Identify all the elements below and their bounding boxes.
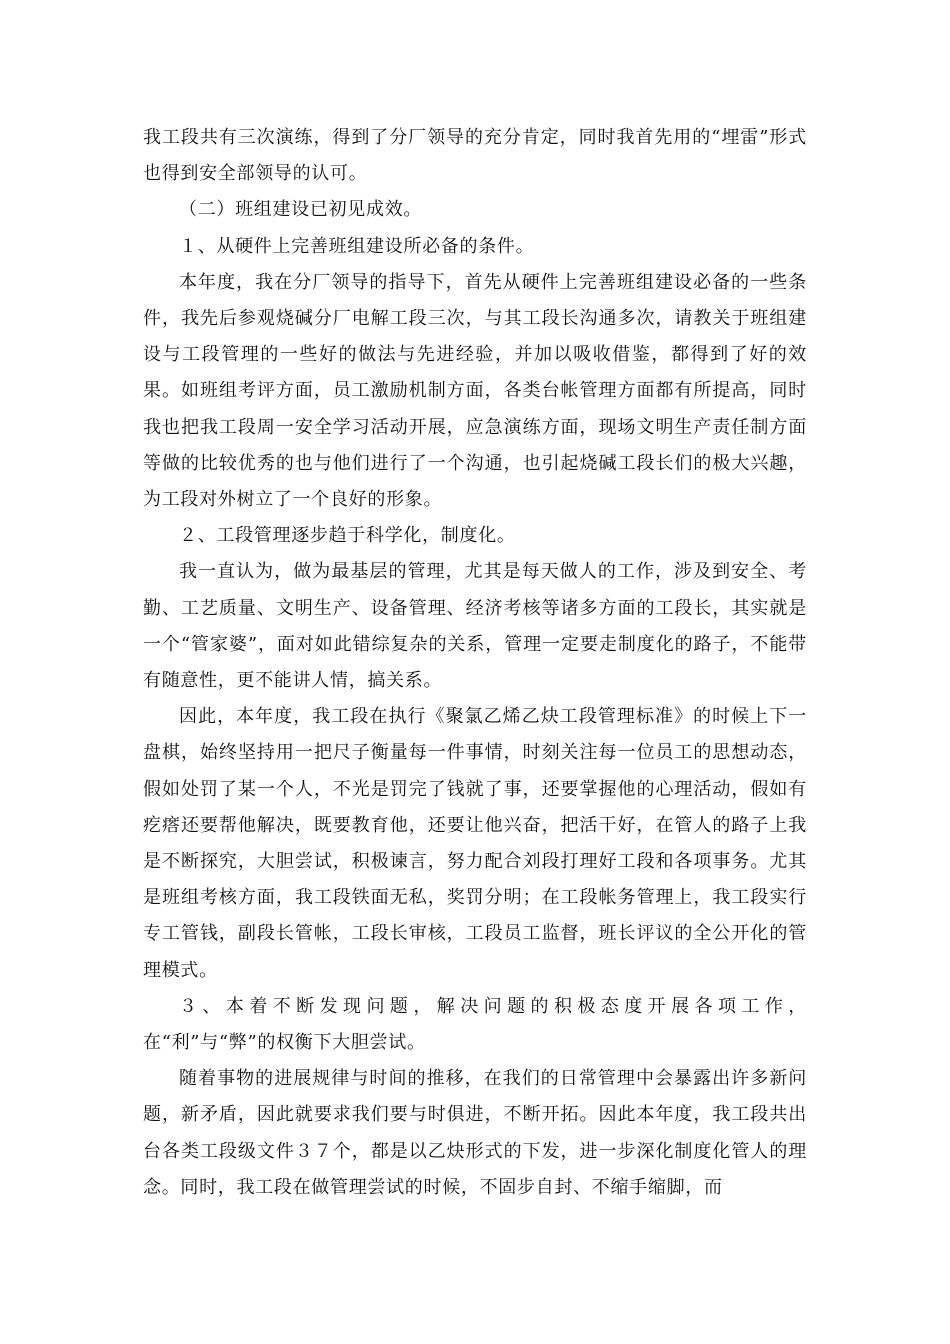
section-heading-team-building: （二）班组建设已初见成效。 xyxy=(179,199,423,221)
paragraph-management-philosophy: 我一直认为，做为最基层的管理，尤其是每天做人的工作，涉及到安全、考勤、工艺质量、文明生产、设备管理、经济考核等诸多方面的工段长，其实就是一个“管家婆”，面对如此错综复杂的关系，管理一定要走制度化的路子，不能带有随意性，更不能讲人情，搞关系。 xyxy=(143,561,807,692)
subheading-hardware-conditions: １、从硬件上完善班组建设所必备的条件。 xyxy=(179,235,535,257)
paragraph-new-problems: 随着事物的进展规律与时间的推移，在我们的日常管理中会暴露出许多新问题，新矛盾，因此就要求我们要与时俱进，不断开拓。因此本年度，我工段共出台各类工段级文件３７个，都是以乙炔形式的下发，进一步深化制度化管人的理念。同时，我工段在做管理尝试的时候，不固步自封、不缩手缩脚，而 xyxy=(143,1068,807,1198)
paragraph-management-standard: 因此，本年度，我工段在执行《聚氯乙烯乙炔工段管理标准》的时候上下一盘棋，始终坚持用一把尺子衡量每一件事情，时刻关注每一位员工的思想动态，假如处罚了某一个人，不光是罚完了钱就了事，还要掌握他的心理活动，假如有疙瘩还要帮他解决，既要教育他，还要让他兴奋，把活干好，在管人的路子上我是不断探究，大胆尝试，积极谏言，努力配合刘段打理好工段和各项事务。尤其是班组考核方面，我工段铁面无私，奖罚分明；在工段帐务管理上，我工段实行专工管钱，副段长管帐，工段长审核，工段员工监督，班长评议的全公开化的管理模式。 xyxy=(143,706,807,981)
paragraph-drill-recognition: 我工段共有三次演练，得到了分厂领导的充分肯定，同时我首先用的“埋雷”形式也得到安全部领导的认可。 xyxy=(143,127,807,185)
subheading-scientific-management: ２、工段管理逐步趋于科学化，制度化。 xyxy=(179,525,516,547)
document-body xyxy=(143,120,807,1206)
subheading-problem-solving: ３、本着不断发现问题，解决问题的积极态度开展各项工作，在“利”与“弊”的权衡下大胆尝试。 xyxy=(143,995,807,1054)
paragraph-hardware-improvement: 本年度，我在分厂领导的指导下，首先从硬件上完善班组建设必备的一些条件，我先后参观烧碱分厂电解工段三次，与其工段长沟通多次，请教关于班组建设与工段管理的一些好的做法与先进经验，并加以吸收借鉴，都得到了好的效果。如班组考评方面，员工激励机制方面，各类台帐管理方面都有所提高，同时我也把我工段周一安全学习活动开展，应急演练方面，现场文明生产责任制方面等做的比较优秀的也与他们进行了一个沟通，也引起烧碱工段长们的极大兴趣，为工段对外树立了一个良好的形象。 xyxy=(143,271,807,511)
